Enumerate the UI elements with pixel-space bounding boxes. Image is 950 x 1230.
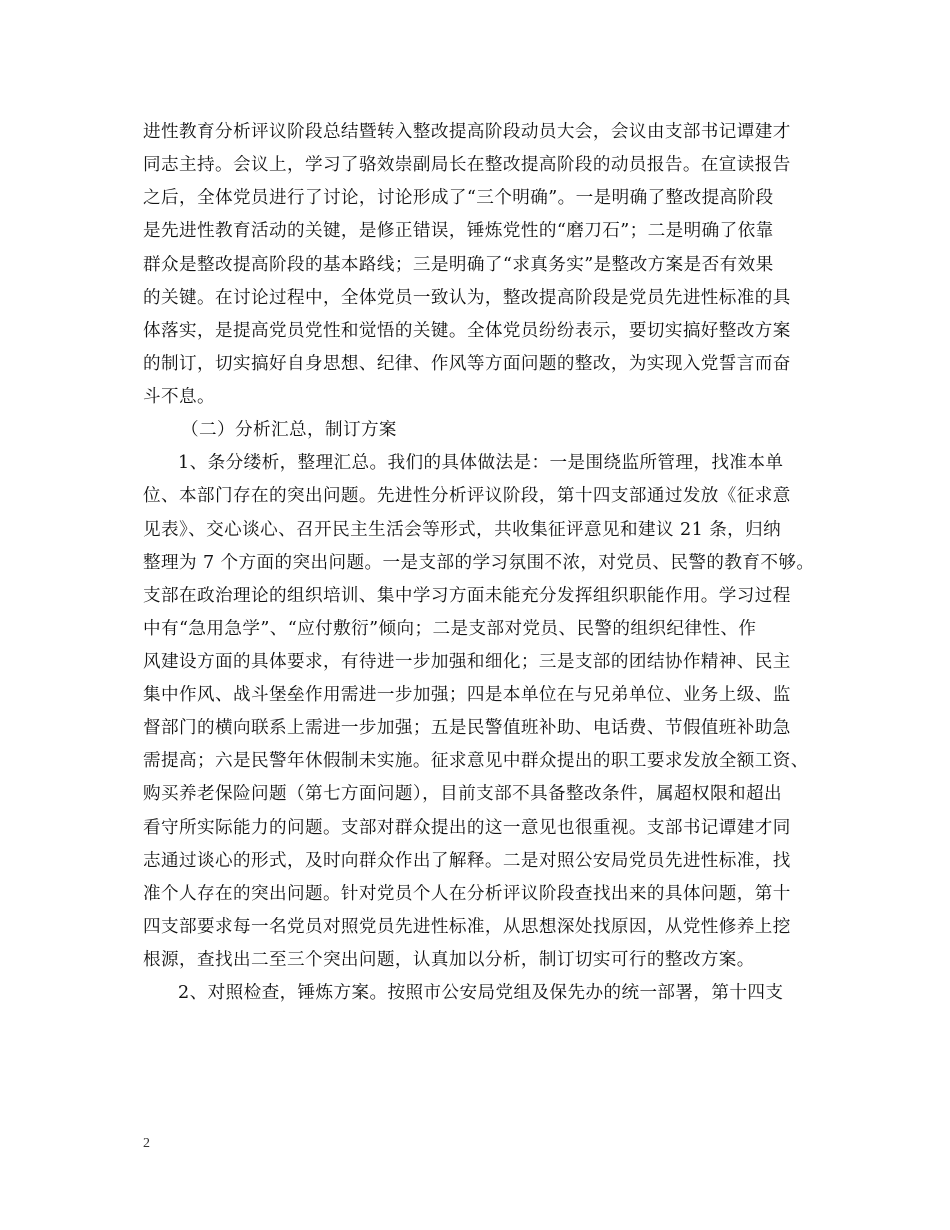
text-line: 位、本部门存在的突出问题。先进性分析评议阶段，第十四支部通过发放《征求意	[143, 486, 791, 506]
text-line: 的关键。在讨论过程中，全体党员一致认为，整改提高阶段是党员先进性标准的具	[143, 288, 791, 308]
text-line: 四支部要求每一名党员对照党员先进性标准，从思想深处找原因，从党性修养上挖	[143, 917, 791, 937]
text-line: 风建设方面的具体要求，有待进一步加强和细化；三是支部的团结协作精神、民主	[143, 652, 791, 672]
paragraph-start: 2、对照检查，锤炼方案。按照市公安局党组及保先办的统一部署，第十四支	[178, 983, 784, 1003]
text-line: 的制订，切实搞好自身思想、纪律、作风等方面问题的整改，为实现入党誓言而奋	[143, 354, 791, 374]
text-line: 群众是整改提高阶段的基本路线；三是明确了“求真务实”是整改方案是否有效果	[143, 255, 774, 275]
text-line: 督部门的横向联系上需进一步加强；五是民警值班补助、电话费、节假值班补助急	[143, 718, 791, 738]
text-line: 见表》、交心谈心、召开民主生活会等形式，共收集征评意见和建议 21 条，归纳	[143, 520, 782, 540]
text-line: 进性教育分析评议阶段总结暨转入整改提高阶段动员大会，会议由支部书记谭建才	[143, 122, 791, 142]
text-line: 看守所实际能力的问题。支部对群众提出的这一意见也很重视。支部书记谭建才同	[143, 818, 791, 838]
text-line: 整理为 7 个方面的突出问题。一是支部的学习氛围不浓，对党员、民警的教育不够。	[143, 553, 815, 573]
text-line: 斗不息。	[143, 387, 215, 407]
text-line: 根源，查找出二至三个突出问题，认真加以分析，制订切实可行的整改方案。	[143, 950, 755, 970]
text-line: 志通过谈心的形式，及时向群众作出了解释。二是对照公安局党员先进性标准，找	[143, 851, 791, 871]
text-line: 中有“急用急学”、“应付敷衍”倾向；二是支部对党员、民警的组织纪律性、作	[143, 619, 757, 639]
page-number: 2	[143, 1136, 150, 1151]
text-line: 同志主持。会议上，学习了骆效崇副局长在整改提高阶段的动员报告。在宣读报告	[143, 155, 791, 175]
text-line: 体落实，是提高党员党性和觉悟的关键。全体党员纷纷表示，要切实搞好整改方案	[143, 321, 791, 341]
text-line: 之后，全体党员进行了讨论，讨论形成了“三个明确”。一是明确了整改提高阶段	[143, 188, 774, 208]
text-line: 准个人存在的突出问题。针对党员个人在分析评议阶段查找出来的具体问题，第十	[143, 884, 791, 904]
text-line: 购买养老保险问题（第七方面问题），目前支部不具备整改条件，属超权限和超出	[143, 784, 782, 804]
text-line: 集中作风、战斗堡垒作用需进一步加强；四是本单位在与兄弟单位、业务上级、监	[143, 685, 791, 705]
text-line: 是先进性教育活动的关键，是修正错误，锤炼党性的“磨刀石”；二是明确了依靠	[143, 221, 774, 241]
text-line: 支部在政治理论的组织培训、集中学习方面未能充分发挥组织职能作用。学习过程	[143, 586, 791, 606]
section-heading: （二）分析汇总，制订方案	[181, 420, 397, 440]
paragraph-start: 1、条分缕析，整理汇总。我们的具体做法是：一是围绕监所管理，找准本单	[178, 453, 784, 473]
text-line: 需提高；六是民警年休假制未实施。征求意见中群众提出的职工要求发放全额工资、	[143, 751, 809, 771]
